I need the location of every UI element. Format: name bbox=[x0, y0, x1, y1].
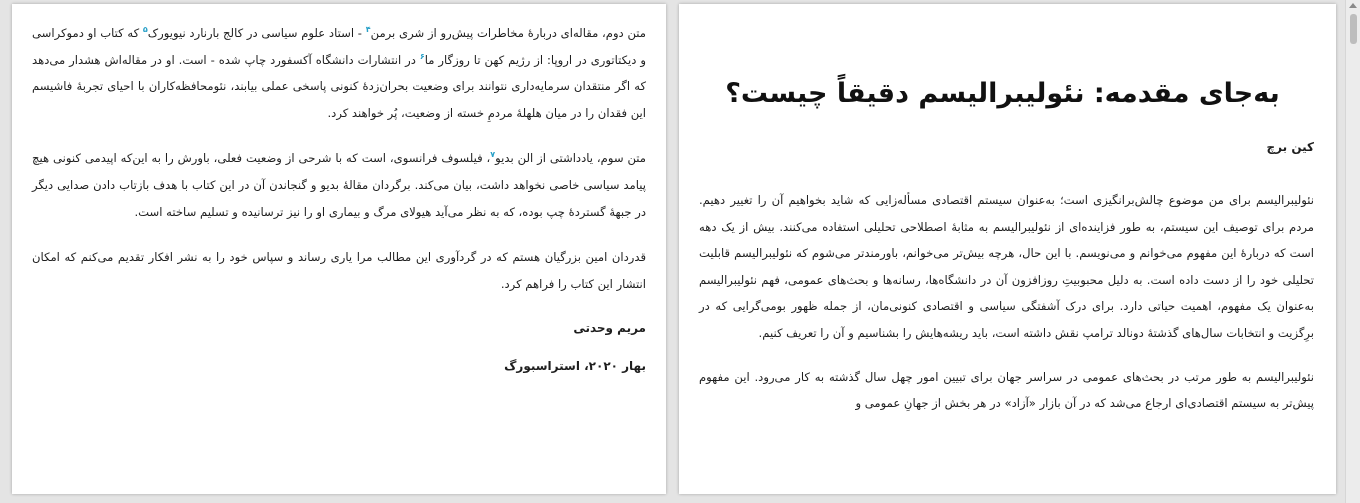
footnote-ref-5[interactable]: ۵ bbox=[142, 25, 148, 35]
signature-name: مریم وحدتی bbox=[573, 321, 646, 336]
vertical-scrollbar[interactable] bbox=[1345, 0, 1360, 503]
footnote-ref-6[interactable]: ۶ bbox=[419, 51, 425, 61]
paragraph-acknowledgement: قدردان امین بزرگیان هستم که در گردآوری این مطالب مرا یاری رساند و سپاس خود را به نشر افکار تقدیم می‌کنم که امکان انتشار این کتاب را فراهم کرد. bbox=[32, 250, 646, 291]
paragraph-third-text: متن سوم، یادداشتی از الن بدیو$^۷$، فیلسوف فرانسوی، است که با شرحی از وضعیت فعلی، باورش را به این‌که اپیدمی کنونی هیچ پیامد سیاسی خاصی نخواهد داشت، بیان می‌کند. برگردان مقالهٔ بدیو و گنجاندن آن در این کتاب با هدف بازتاب دادن صدایی دیگر در جبههٔ گستردهٔ چپ بوده، که به نظر می‌آید هیولای مرگ و بیماری او را نیز ترسانیده و تسلیم ساخته است. bbox=[32, 150, 647, 219]
scroll-up-arrow-icon[interactable] bbox=[1349, 3, 1357, 8]
footnote-ref-4[interactable]: ۴ bbox=[365, 25, 371, 35]
page-left bbox=[12, 4, 666, 494]
paragraph-second-text: متن دوم، مقاله‌ای دربارهٔ مخاطرات پیش‌رو از شری برمن$^۴$ - استاد علوم سیاسی در کالج بارنارد نیویورک$^۵$ که کتاب او دموکراسی و دیکتاتوری در اروپا: از رژیم کهن تا روزگار ما$^۶$ در انتشارات دانشگاه آکسفورد چاپ شده - است. او در مقاله‌اش هشدار می‌دهد که اگر منتقدان سرمایه‌داری نتوانند برای وضعیت بحران‌زدهٔ کنونی پاسخی عملی بیابند، نئومحافظه‌کاران با احیای تجربهٔ فاشیسم این فقدان را در میان هلهلهٔ مردمِ خسته از وضعیت، پُر خواهند کرد. bbox=[32, 25, 647, 120]
footnote-ref-7[interactable]: ۷ bbox=[490, 150, 496, 160]
body-paragraph: نئولیبرالیسم به طور مرتب در بحث‌های عمومی در سراسر جهان برای تبیین امور چهل سال گذشته به کار می‌رود. این مفهوم پیش‌تر به سیستم اقتصادی‌ای ارجاع می‌شد که در آن بازار «آزاد» در هر بخش از جهانِ عمومی و bbox=[699, 369, 1314, 411]
body-paragraph: نئولیبرالیسم برای من موضوع چالش‌برانگیزی است؛ به‌عنوان سیستم اقتصادی مسأله‌زایی که شاید بخواهیم آن را تغییر دهیم. مردم برای توصیف این سیستم، به طور فزاینده‌ای از نئولیبرالیسم به مثابهٔ اصطلاحی تحلیلی استفاده می‌کنند. بیش از یک دهه است که دربارهٔ این مفهوم می‌خوانم و می‌نویسم. با این حال، هرچه بیش‌تر می‌خوانم، باورمندتر می‌شوم که نئولیبرالیسم قابلیت تحلیلی خود را از دست داده است. به دلیل محبوبیتِ روزافزون آن در دانشگاه‌ها، رسانه‌ها و بحث‌های عمومی، فهم نئولیبرالیسم به‌عنوان یک مفهوم، اهمیت حیاتی دارد. برای درک آشفتگی سیاسی و اقتصادی کنونی‌مان، از جمله ظهور بومی‌گرایی که در برِگزیت و انتخابات سال‌های گذشتهٔ دونالد ترامپ نقش داشته است، باید ریشه‌هایش را بشناسیم و آن را تعریف کنیم. bbox=[699, 193, 1314, 340]
page-right bbox=[679, 4, 1336, 494]
chapter-author: کین برچ bbox=[1266, 140, 1314, 154]
signature-date: بهار ۲۰۲۰، استراسبورگ bbox=[504, 359, 646, 374]
chapter-title: به‌جای مقدمه: نئولیبرالیسم دقیقاً چیست؟ bbox=[725, 78, 1280, 109]
scrollbar-thumb[interactable] bbox=[1350, 14, 1357, 44]
